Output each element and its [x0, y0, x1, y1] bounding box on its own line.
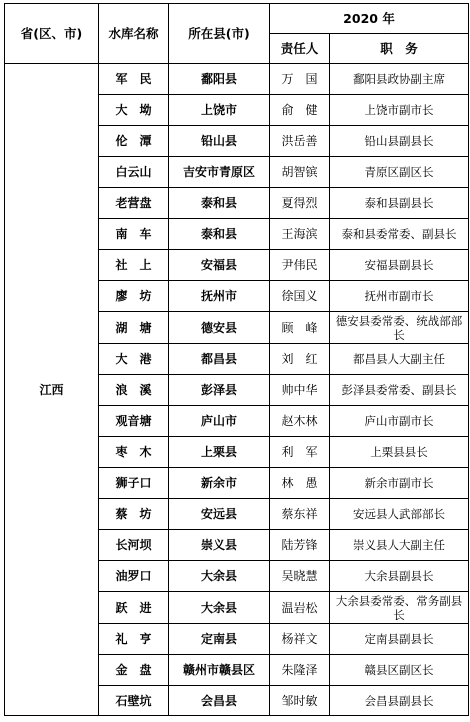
reservoir-name-cell: 大 港 [99, 344, 169, 375]
reservoir-name-cell: 南 车 [99, 219, 169, 250]
person-cell: 杨祥文 [270, 624, 330, 655]
duty-cell: 铅山县副县长 [330, 126, 469, 157]
duty-cell: 都昌县人大副主任 [330, 344, 469, 375]
county-cell: 抚州市 [169, 281, 270, 312]
header-province: 省(区、市) [5, 4, 99, 64]
reservoir-name-cell: 观音塘 [99, 406, 169, 437]
duty-cell: 德安县委常委、统战部部长 [330, 312, 469, 344]
reservoir-name-cell: 枣 木 [99, 437, 169, 468]
duty-cell: 鄱阳县政协副主席 [330, 64, 469, 95]
county-cell: 庐山市 [169, 406, 270, 437]
person-cell: 胡智镔 [270, 157, 330, 188]
person-cell: 王海滨 [270, 219, 330, 250]
reservoir-name-cell: 廖 坊 [99, 281, 169, 312]
reservoir-name-cell: 湖 塘 [99, 312, 169, 344]
reservoir-name-cell: 礼 亨 [99, 624, 169, 655]
duty-cell: 定南县副县长 [330, 624, 469, 655]
duty-cell: 安远县人武部部长 [330, 499, 469, 530]
duty-cell: 抚州市副市长 [330, 281, 469, 312]
reservoir-name-cell: 蔡 坊 [99, 499, 169, 530]
county-cell: 德安县 [169, 312, 270, 344]
person-cell: 陆芳锋 [270, 530, 330, 561]
duty-cell: 大余县副县长 [330, 561, 469, 592]
header-county: 所在县(市) [169, 4, 270, 64]
county-cell: 定南县 [169, 624, 270, 655]
person-cell: 刘 红 [270, 344, 330, 375]
reservoir-name-cell: 老营盘 [99, 188, 169, 219]
county-cell: 会昌县 [169, 686, 270, 716]
duty-cell: 上饶市副市长 [330, 95, 469, 126]
duty-cell: 赣县区副区长 [330, 655, 469, 686]
header-person: 责任人 [270, 34, 330, 64]
county-cell: 赣州市赣县区 [169, 655, 270, 686]
table-row [5, 64, 469, 95]
county-cell: 大余县 [169, 561, 270, 592]
county-cell: 上饶市 [169, 95, 270, 126]
county-cell: 铅山县 [169, 126, 270, 157]
duty-cell: 庐山市副市长 [330, 406, 469, 437]
county-cell: 安远县 [169, 499, 270, 530]
person-cell: 赵木林 [270, 406, 330, 437]
duty-cell: 上栗县县长 [330, 437, 469, 468]
county-cell: 上栗县 [169, 437, 270, 468]
duty-cell: 安福县副县长 [330, 250, 469, 281]
reservoir-name-cell: 狮子口 [99, 468, 169, 499]
person-cell: 洪岳善 [270, 126, 330, 157]
county-cell: 泰和县 [169, 219, 270, 250]
person-cell: 林 愚 [270, 468, 330, 499]
person-cell: 顾 峰 [270, 312, 330, 344]
reservoir-name-cell: 白云山 [99, 157, 169, 188]
reservoir-name-cell: 浪 溪 [99, 375, 169, 406]
county-cell: 大余县 [169, 592, 270, 624]
person-cell: 尹伟民 [270, 250, 330, 281]
reservoir-name-cell: 跃 进 [99, 592, 169, 624]
reservoir-name-cell: 长河坝 [99, 530, 169, 561]
county-cell: 都昌县 [169, 344, 270, 375]
person-cell: 利 军 [270, 437, 330, 468]
duty-cell: 泰和县副县长 [330, 188, 469, 219]
county-cell: 吉安市青原区 [169, 157, 270, 188]
person-cell: 邹时敏 [270, 686, 330, 716]
county-cell: 泰和县 [169, 188, 270, 219]
reservoir-name-cell: 伦 潭 [99, 126, 169, 157]
duty-cell: 崇义县人大副主任 [330, 530, 469, 561]
duty-cell: 大余县委常委、常务副县长 [330, 592, 469, 624]
header-reservoir: 水库名称 [99, 4, 169, 64]
province-cell: 江西 [5, 64, 99, 716]
reservoir-name-cell: 大 坳 [99, 95, 169, 126]
county-cell: 鄱阳县 [169, 64, 270, 95]
reservoir-name-cell: 社 上 [99, 250, 169, 281]
person-cell: 朱隆泽 [270, 655, 330, 686]
reservoir-name-cell: 油罗口 [99, 561, 169, 592]
person-cell: 帅中华 [270, 375, 330, 406]
reservoir-name-cell: 军 民 [99, 64, 169, 95]
person-cell: 夏得烈 [270, 188, 330, 219]
person-cell: 俞 健 [270, 95, 330, 126]
header-duty: 职 务 [330, 34, 469, 64]
header-year: 2020 年 [270, 4, 469, 34]
table-body [5, 64, 469, 716]
person-cell: 吴晓慧 [270, 561, 330, 592]
duty-cell: 泰和县委常委、副县长 [330, 219, 469, 250]
county-cell: 安福县 [169, 250, 270, 281]
person-cell: 温岩松 [270, 592, 330, 624]
county-cell: 新余市 [169, 468, 270, 499]
reservoir-responsibility-table [4, 3, 469, 716]
county-cell: 崇义县 [169, 530, 270, 561]
person-cell: 蔡东祥 [270, 499, 330, 530]
reservoir-name-cell: 石壁坑 [99, 686, 169, 716]
person-cell: 万 国 [270, 64, 330, 95]
reservoir-name-cell: 金 盘 [99, 655, 169, 686]
duty-cell: 会昌县副县长 [330, 686, 469, 716]
duty-cell: 彭泽县委常委、副县长 [330, 375, 469, 406]
duty-cell: 新余市副市长 [330, 468, 469, 499]
county-cell: 彭泽县 [169, 375, 270, 406]
person-cell: 徐国义 [270, 281, 330, 312]
duty-cell: 青原区副区长 [330, 157, 469, 188]
